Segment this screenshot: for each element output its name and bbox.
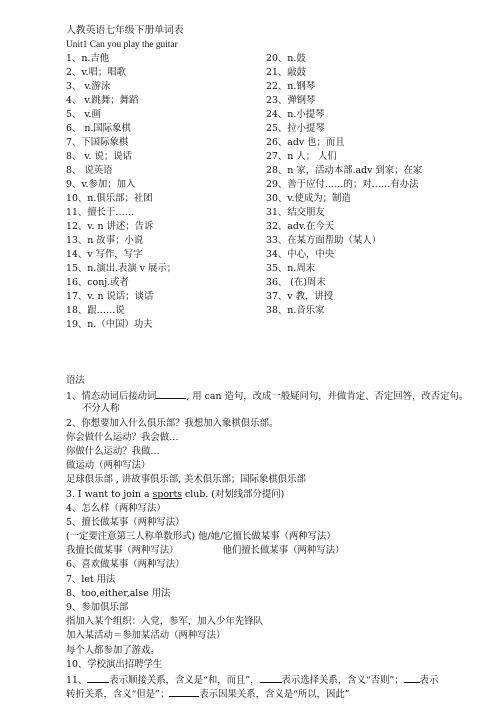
vocab-row	[66, 136, 486, 150]
vocab-item-left: 5、 v.画	[66, 109, 101, 120]
vocab-item-right: 28、n 家，活动本部.adv 到家；在家	[266, 165, 423, 176]
vocab-row	[66, 206, 486, 220]
vocab-row	[66, 164, 486, 178]
grammar-item-9: 5、擅长做某事（两种写法）	[66, 516, 185, 528]
fill-blank	[156, 388, 186, 399]
vocab-row	[66, 122, 486, 136]
vocab-item-left: 13、n 故事；小说	[66, 235, 144, 246]
grammar-item-15: 9、参加俱乐部	[66, 602, 129, 613]
vocab-item-right: 37、v 教，讲授	[266, 291, 334, 302]
fill-blank	[169, 686, 199, 697]
grammar-item-20-cont: 转折关系，含义“但是”； 表示因果关系，含义是“所以，因此”	[66, 686, 446, 700]
vocab-item-left: 2、v.唱；唱歌	[66, 67, 127, 78]
vocab-row	[66, 178, 486, 192]
vocab-item-right: 22、n.钢琴	[266, 81, 316, 92]
vocab-row	[66, 94, 486, 108]
vocab-row	[66, 192, 486, 206]
vocab-item-left: 10、n.俱乐部；社团	[66, 193, 153, 204]
grammar-item-14: 8、too,either,alse 用法	[66, 587, 171, 599]
vocab-row	[66, 150, 486, 164]
fill-blank	[404, 672, 420, 683]
vocab-item-right: 38、n.音乐家	[266, 305, 325, 316]
fill-blank	[87, 672, 109, 683]
vocab-item-left: 18、跟……说	[66, 305, 125, 316]
grammar-item-16: 指加入某个组织：入党，参军，加入少年先锋队	[66, 616, 263, 628]
grammar-item-2: 2、你想要加入什么俱乐部？我想加入象棋俱乐部。	[66, 417, 279, 429]
grammar-item-6: 足球俱乐部 , 讲故事俱乐部, 美术俱乐部；国际象棋俱乐部	[66, 474, 306, 486]
grammar-item-4: 你做什么运动？我做…	[66, 445, 160, 457]
fill-blank	[260, 672, 282, 683]
vocab-item-right: 29、善于应付……的；对……有办法	[266, 179, 419, 190]
vocab-row	[66, 80, 486, 94]
vocab-row	[66, 290, 486, 304]
grammar-item-20: 11、 表示顺接关系，含义是“和，而且”， 表示选择关系，含义“否则”； 表示	[66, 672, 446, 686]
vocab-row	[66, 234, 486, 248]
vocab-item-left: 19、n.（中国）功夫	[66, 319, 153, 330]
vocab-item-right	[266, 318, 486, 332]
vocab-item-right: 20、n.鼓	[266, 53, 306, 64]
grammar-item-1: 1、情态动词后接动词 , 用 can 造句，改成一般疑问句，并做肯定、否定回答，改否定句。	[66, 388, 446, 402]
grammar-item-18: 每个人都参加了游戏。	[66, 644, 160, 656]
vocab-row	[66, 220, 486, 234]
vocab-row	[66, 304, 486, 318]
vocab-item-left: 15、n.演出.表演 v 展示；	[66, 263, 177, 274]
vocab-item-left: 8、 v. 说；说话	[66, 151, 132, 162]
vocab-item-right: 31、结交朋友	[266, 207, 325, 218]
grammar-item-3: 你会做什么运动？我会做…	[66, 431, 179, 443]
vocab-row	[66, 276, 486, 290]
vocabulary-list	[66, 52, 486, 332]
vocab-item-right: 23、弹钢琴	[266, 95, 316, 106]
vocab-item-left: 8、 说英语	[66, 165, 113, 176]
grammar-item-7: 3. I want to join a sports club. (对划线部分提问)	[66, 488, 285, 500]
vocab-item-right: 35、n.周末	[266, 263, 316, 274]
vocab-item-right: 21、敲鼓	[266, 67, 307, 78]
vocab-item-left: 9、v.参加；加入	[66, 179, 136, 190]
vocab-row	[66, 318, 486, 332]
grammar-item-19: 10、学校演出招聘学生	[66, 658, 163, 670]
vocab-item-left: 7、下国际象棋	[66, 137, 129, 148]
vocab-row	[66, 108, 486, 122]
vocab-row	[66, 66, 486, 80]
unit-heading: Unit1 Can you play the guitar	[66, 40, 178, 50]
vocab-item-left: 11、擅长于……	[66, 207, 135, 218]
grammar-item-12: 6、喜欢做某事（两种写法）	[66, 559, 185, 571]
vocab-item-right: 34、中心，中央	[266, 249, 335, 260]
vocab-item-left: 6、 n.国际象棋	[66, 123, 131, 134]
grammar-item-17: 加入某活动＝参加某活动（两种写法）	[66, 630, 226, 642]
vocab-item-left: 4、 v.跳舞；舞蹈	[66, 95, 139, 106]
vocab-item-right: 33、在某方面帮助（某人）	[266, 235, 382, 246]
grammar-item-11: 我擅长做某事（两种写法） 他们擅长做某事（两种写法）	[66, 545, 345, 557]
grammar-item-13: 7、let 用法	[66, 573, 116, 585]
grammar-item-5: 做运动（两种写法）	[66, 460, 151, 472]
vocab-item-left: 14、v 写作，写字	[66, 249, 143, 260]
vocab-item-left: 3、 v.游泳	[66, 81, 111, 92]
vocab-row	[66, 262, 486, 276]
grammar-item-8: 4、怎么样（两种写法）	[66, 502, 166, 514]
vocab-row	[66, 248, 486, 262]
grammar-item-1-cont: 不分人称	[82, 403, 120, 415]
page-title: 人教英语七年级下册单词表	[66, 25, 184, 36]
vocab-item-right: 32、adv.在今天	[266, 221, 335, 232]
vocab-item-left: 17、v. n 说话；谈话	[66, 291, 154, 302]
vocab-item-left: 16、conj.或者	[66, 277, 129, 288]
vocab-item-left: 12、v. n 讲述；告诉	[66, 221, 154, 232]
vocab-row	[66, 52, 486, 66]
grammar-heading: 语法	[66, 375, 85, 386]
vocab-item-left: 1、n.吉他	[66, 53, 110, 64]
vocab-item-right: 36、 (在)周末	[266, 277, 326, 288]
grammar-item-10: (一定要注意第三人称单数形式) 他/她/它擅长做某事（两种写法）	[66, 531, 336, 543]
vocab-item-right: 27、n 人； 人们	[266, 151, 337, 162]
grammar-section	[66, 374, 469, 701]
vocab-item-right: 30、v.使成为；制造	[266, 193, 351, 204]
vocab-item-right: 24、n.小提琴	[266, 109, 325, 120]
vocab-item-right: 26、adv 也；而且	[266, 137, 345, 148]
vocab-item-right: 25、拉小提琴	[266, 123, 325, 134]
